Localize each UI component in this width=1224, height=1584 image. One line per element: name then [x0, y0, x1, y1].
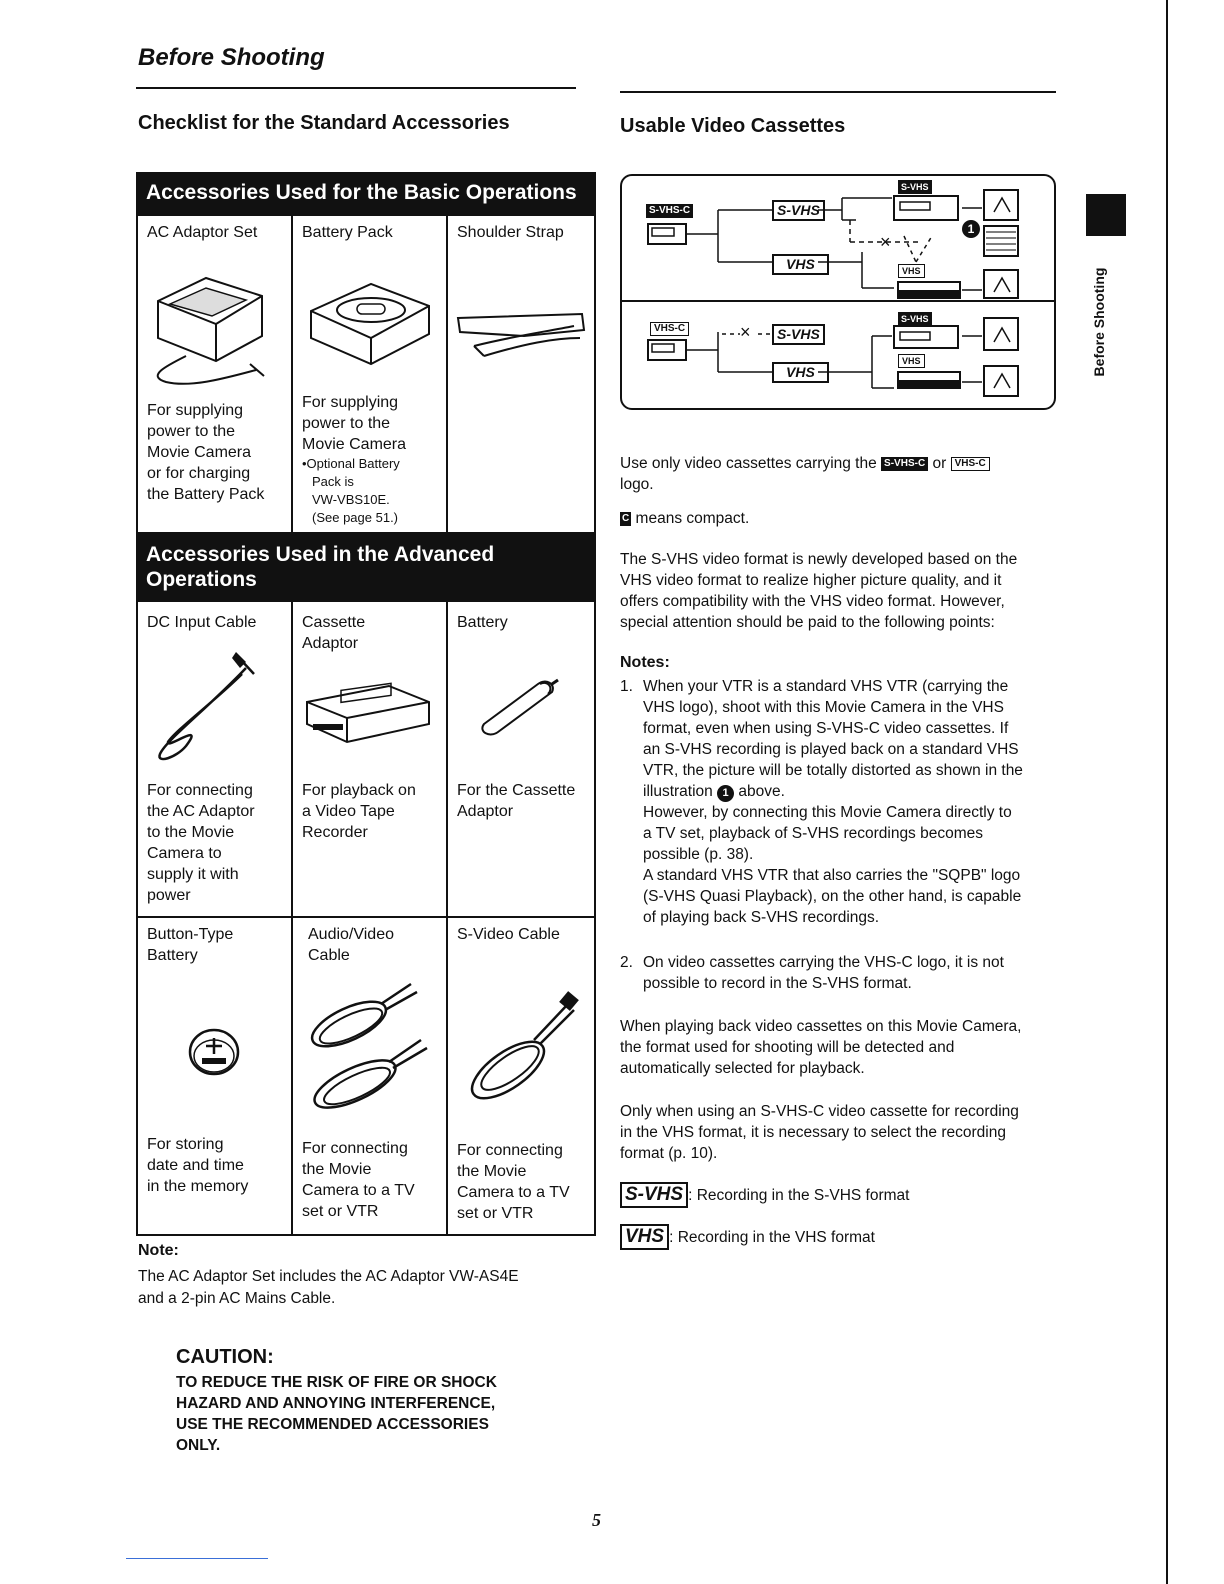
- item-name: Button-Type Battery: [147, 926, 234, 964]
- item-description: For playback on a Video Tape Recorder: [302, 782, 416, 841]
- notes-title: Notes:: [620, 654, 670, 671]
- item-name: Battery Pack: [302, 224, 393, 241]
- svhs-format-box: S-VHS: [772, 200, 825, 221]
- note-text: The AC Adaptor Set includes the AC Adaptor VW-AS4E and a 2-pin AC Mains Cable.: [138, 1268, 519, 1307]
- note-title: Note:: [138, 1242, 179, 1259]
- vhs-c-logo: VHS-C: [650, 322, 689, 336]
- page-edge-rule: [1166, 0, 1168, 1584]
- advanced-table-row2: [136, 916, 596, 1236]
- note-number: 2.: [620, 954, 633, 971]
- vhs-format-box: VHS: [772, 254, 829, 275]
- shoulder-strap-illustration: [454, 306, 588, 366]
- svhs-format-box: S-VHS: [772, 324, 825, 345]
- table-cell-ac-adaptor: [138, 214, 291, 532]
- checklist-heading: Checklist for the Standard Accessories: [138, 112, 510, 134]
- vtr-vhs-logo: VHS: [898, 354, 925, 368]
- item-name: Shoulder Strap: [457, 224, 564, 241]
- svhs-c-logo: S-VHS-C: [646, 204, 693, 218]
- advanced-operations-band: Accessories Used in the Advanced Operations: [136, 534, 596, 602]
- item-name: S-Video Cable: [457, 926, 560, 943]
- svhs-badge: S-VHS: [620, 1182, 688, 1208]
- ac-adaptor-illustration: [146, 266, 276, 386]
- header-rule-left: [136, 87, 576, 89]
- table-cell-battery-pack: [291, 214, 446, 532]
- usable-cassettes-heading: Usable Video Cassettes: [620, 115, 846, 137]
- av-cable-illustration: [301, 974, 435, 1124]
- vtr-vhs-logo: VHS: [898, 264, 925, 278]
- item-description: For connecting the AC Adaptor to the Movie Camera to supply it with power: [147, 782, 255, 904]
- illustration-marker: 1: [962, 220, 980, 238]
- table-cell-shoulder-strap: [446, 214, 596, 532]
- item-description: For the Cassette Adaptor: [457, 782, 576, 820]
- item-description: For storing date and time in the memory: [147, 1136, 249, 1195]
- item-description: For connecting the Movie Camera to a TV set or VTR: [457, 1142, 570, 1222]
- section-title: Before Shooting: [138, 44, 325, 71]
- vtr-svhs-logo: S-VHS: [898, 180, 932, 194]
- intro-paragraph: Use only video cassettes carrying the S-VHS-C or VHS-C logo.: [620, 453, 1060, 495]
- compact-mark: C: [622, 512, 630, 524]
- item-description: For supplying power to the Movie Camera •Optional Battery Pack is VW-VBS10E. (See page 51.): [302, 394, 407, 525]
- table-cell-battery: [446, 600, 596, 916]
- basic-operations-table: [136, 214, 596, 534]
- vhs-format-box: VHS: [772, 362, 829, 383]
- vhs-badge: VHS: [620, 1224, 669, 1250]
- header-rule-right: [620, 91, 1056, 93]
- note-1-text: When your VTR is a standard VHS VTR (carrying the VHS logo), shoot with this Movie Camera in the VHS format, even when using S-VHS-C video cassettes. If an S-VHS recording is played back on a standard VHS VTR, the picture will be totally distorted as shown in the illustration 1 above. However, by connecting this Movie Camera directly to a TV set, playback of S-VHS recordings becomes possible (p. 38). A standard VHS VTR that also carries the "SQPB" logo (S-VHS Quasi Playback), on the other hand, is capable of playing back S-VHS recordings.: [643, 678, 1023, 926]
- basic-operations-band: Accessories Used for the Basic Operations: [136, 172, 596, 216]
- page-number: 5: [592, 1510, 601, 1530]
- footer-link-rule: [126, 1558, 268, 1559]
- note-2-text: On video cassettes carrying the VHS-C logo, it is not possible to record in the S-VHS format.: [643, 954, 1004, 992]
- caution-title: CAUTION:: [176, 1346, 274, 1368]
- illustration-marker: 1: [717, 785, 734, 802]
- button-battery-illustration: [186, 1024, 246, 1078]
- item-name: DC Input Cable: [147, 614, 257, 631]
- compatibility-diagram: [620, 174, 1056, 410]
- table-cell-dc-input-cable: [138, 600, 291, 916]
- format-paragraph: The S-VHS video format is newly developed based on the VHS video format to realize higher picture quality, and it offers compatibility with the VHS video format. However, special attention should be paid to the following points:: [620, 551, 1018, 631]
- side-tab-label: Before Shooting: [1091, 267, 1107, 377]
- incompatible-cross-icon: ×: [740, 322, 751, 342]
- legend-svhs: S-VHS : Recording in the S-VHS format: [620, 1182, 909, 1208]
- table-cell-svideo-cable: [446, 916, 596, 1234]
- caution-text: TO REDUCE THE RISK OF FIRE OR SHOCK HAZARD AND ANNOYING INTERFERENCE, USE THE RECOMMENDED ACCESSORIES ONLY.: [176, 1374, 497, 1454]
- item-description: For supplying power to the Movie Camera or for charging the Battery Pack: [147, 402, 265, 503]
- vtr-svhs-logo: S-VHS: [898, 312, 932, 326]
- item-name: Battery: [457, 614, 508, 631]
- legend-vhs: VHS : Recording in the VHS format: [620, 1224, 875, 1250]
- item-name: AC Adaptor Set: [147, 224, 258, 241]
- advanced-table-row1: [136, 600, 596, 918]
- vhs-c-logo: VHS-C: [951, 457, 990, 471]
- battery-pack-illustration: [301, 276, 435, 376]
- playback-paragraph: When playing back video cassettes on this Movie Camera, the format used for shooting will be detected and automatically selected for playback.: [620, 1018, 1022, 1077]
- dc-cable-illustration: [146, 650, 276, 770]
- diagram-lines: [622, 176, 1054, 408]
- note-number: 1.: [620, 678, 633, 695]
- incompatible-cross-icon: ×: [880, 232, 891, 252]
- compact-note: C means compact.: [622, 510, 750, 527]
- item-description: For connecting the Movie Camera to a TV set or VTR: [302, 1140, 415, 1220]
- svhs-c-logo: S-VHS-C: [881, 457, 928, 471]
- item-name: Cassette Adaptor: [302, 614, 366, 652]
- table-cell-av-cable: [291, 916, 446, 1234]
- table-cell-button-battery: [138, 916, 291, 1234]
- svideo-cable-illustration: [458, 990, 588, 1110]
- battery-illustration: [474, 674, 564, 744]
- cassette-adaptor-illustration: [301, 680, 435, 750]
- item-name: Audio/Video Cable: [308, 926, 394, 964]
- side-tab-marker: [1086, 194, 1126, 236]
- table-cell-cassette-adaptor: [291, 600, 446, 916]
- select-paragraph: Only when using an S-VHS-C video cassette for recording in the VHS format, it is necessary to select the recording format (p. 10).: [620, 1103, 1019, 1162]
